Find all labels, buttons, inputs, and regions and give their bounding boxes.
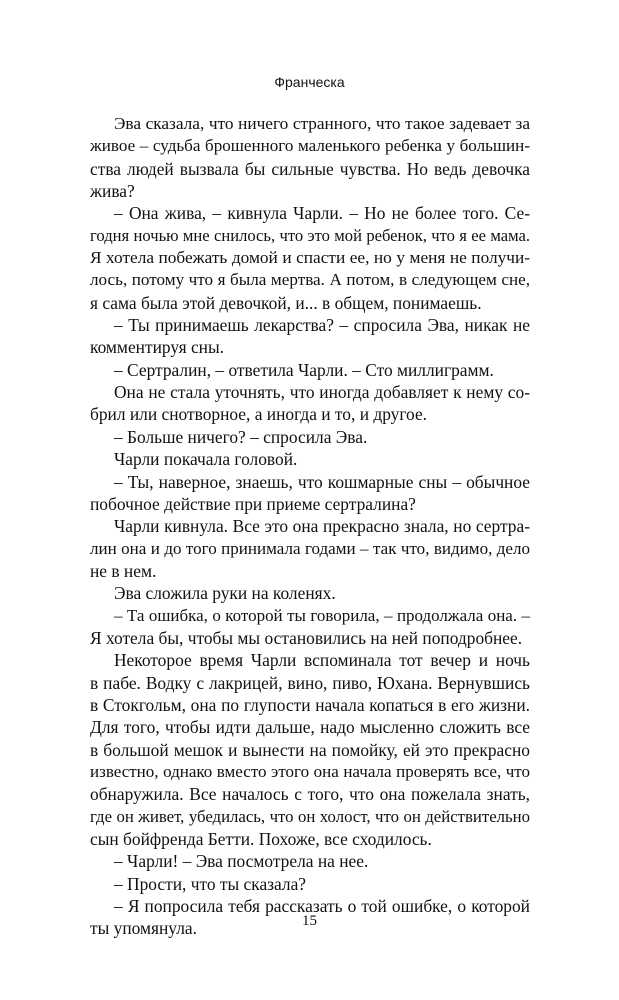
body-text	[90, 113, 530, 940]
text-line: Эва сложила руки на коленях.	[114, 583, 336, 604]
text-line: не в нем.	[90, 560, 157, 581]
text-line: – Ты принимаешь лекарства? – спросила Эва, никак не	[114, 315, 530, 336]
text-line: лось, потому что я была мертва. А потом, в следующем сне,	[90, 270, 530, 290]
text-line: – Прости, что ты сказала?	[114, 873, 307, 894]
text-line: – Сертралин, – ответила Чарли. – Сто миллиграмм.	[114, 359, 494, 380]
text-line: комментируя сны.	[90, 337, 225, 358]
text-line: Некоторое время Чарли вспоминала тот вечер и ночь	[114, 650, 530, 671]
text-line: – Я попросила тебя рассказать о той ошибке, о которой	[114, 896, 530, 917]
text-line: сын бойфренда Бетти. Похоже, все сходилось.	[90, 829, 432, 849]
text-line: – Ты, наверное, знаешь, что кошмарные сны – обычное	[114, 471, 530, 492]
text-line: Она не стала уточнять, что иногда добавляет к нему со-	[114, 382, 530, 403]
text-line: побочное действие при приеме сертралина?	[90, 493, 416, 514]
text-line: ства людей вызвала бы сильные чувства. Но ведь девочка	[90, 158, 530, 179]
text-line: в большой мешок и вынести на помойку, ей это прекрасно	[90, 739, 530, 760]
text-line: ты упомянула.	[90, 918, 197, 939]
text-line: годня ночью мне снилось, что это мой ребенок, что я ее мама.	[90, 225, 530, 245]
text-line: – Больше ничего? – спросила Эва.	[114, 426, 368, 447]
text-line: в Стокгольм, она по глупости начала копаться в его жизни.	[90, 694, 530, 715]
text-line: Чарли кивнула. Все это она прекрасно знала, но сертра-	[114, 516, 530, 537]
running-head: Франческа	[274, 74, 345, 90]
text-line: обнаружила. Все началось с того, что она пожелала знать,	[90, 784, 530, 805]
text-line: брил или снотворное, а иногда и то, и другое.	[90, 404, 428, 425]
text-line: в пабе. Водку с лакрицей, вино, пиво, Юхана. Вернувшись	[90, 672, 530, 693]
text-line: Чарли покачала головой.	[114, 449, 298, 470]
text-line: я сама была этой девочкой, и... в общем, понимаешь.	[90, 292, 482, 313]
text-line: лин она и до того принимала годами – так что, видимо, дело	[90, 538, 530, 558]
text-line: известно, однако вместо этого она начала проверять все, что	[90, 761, 530, 781]
text-line: – Она жива, – кивнула Чарли. – Но не более того. Се-	[114, 203, 530, 224]
page-number: 15	[302, 913, 317, 929]
text-line: где он живет, убедилась, что он холост, что он действительно	[90, 806, 530, 826]
text-line: – Та ошибка, о которой ты говорила, – продолжала она. –	[114, 605, 530, 625]
text-line: Для того, чтобы идти дальше, надо мысленно сложить все	[90, 717, 530, 738]
text-line: Эва сказала, что ничего странного, что такое задевает за	[114, 114, 530, 133]
text-line: Я хотела побежать домой и спасти ее, но у меня не получи-	[90, 248, 530, 268]
text-line: жива?	[90, 181, 135, 202]
text-line: Я хотела бы, чтобы мы остановились на ней поподробнее.	[90, 627, 523, 648]
text-line: живое – судьба брошенного маленького ребенка у большин-	[90, 136, 530, 156]
text-line: – Чарли! – Эва посмотрела на нее.	[114, 851, 369, 872]
